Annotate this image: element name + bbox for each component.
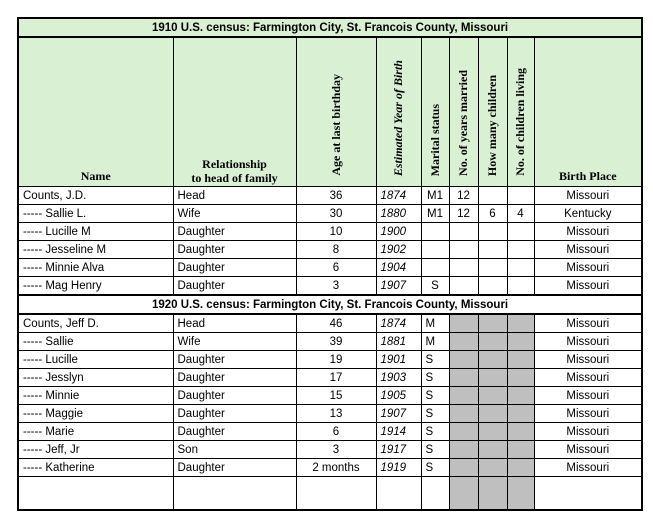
cell-living bbox=[507, 387, 534, 405]
cell-birth-place: Missouri bbox=[534, 405, 642, 423]
cell-years-married bbox=[449, 441, 478, 459]
cell-est-year: 1881 bbox=[376, 333, 421, 351]
cell-relationship: Wife bbox=[173, 333, 296, 351]
cell-est-year: 1874 bbox=[376, 187, 421, 205]
header-marital-label: Marital status bbox=[427, 103, 442, 176]
cell-relationship: Daughter bbox=[173, 459, 296, 477]
header-est-year-label: Estimated Year of Birth bbox=[391, 59, 405, 176]
cell-age: 36 bbox=[296, 187, 376, 205]
cell-relationship: Daughter bbox=[173, 405, 296, 423]
cell-age: 3 bbox=[296, 441, 376, 459]
cell-age: 8 bbox=[296, 241, 376, 259]
cell-how-many bbox=[478, 459, 507, 477]
cell-marital: S bbox=[421, 441, 449, 459]
cell-age: 6 bbox=[296, 259, 376, 277]
cell-est-year: 1905 bbox=[376, 387, 421, 405]
header-est-year bbox=[376, 37, 421, 187]
cell-name: ----- Minnie bbox=[18, 387, 173, 405]
cell-years-married: 12 bbox=[449, 205, 478, 223]
census-1920-rows bbox=[18, 314, 642, 477]
cell-name: ----- Mag Henry bbox=[18, 277, 173, 296]
cell-est-year: 1903 bbox=[376, 369, 421, 387]
table-row bbox=[18, 423, 642, 441]
cell-marital: S bbox=[421, 459, 449, 477]
cell-name: ----- Katherine bbox=[18, 459, 173, 477]
cell-relationship: Daughter bbox=[173, 423, 296, 441]
cell-est-year: 1901 bbox=[376, 351, 421, 369]
cell-age: 10 bbox=[296, 223, 376, 241]
cell-marital: S bbox=[421, 369, 449, 387]
cell-name: ----- Jesslyn bbox=[18, 369, 173, 387]
cell-marital: M1 bbox=[421, 205, 449, 223]
cell-est-year: 1902 bbox=[376, 241, 421, 259]
cell-years-married bbox=[449, 351, 478, 369]
header-relationship bbox=[173, 37, 296, 187]
cell-how-many bbox=[478, 241, 507, 259]
header-how-many-label: How many children bbox=[485, 74, 499, 176]
cell-name: Counts, J.D. bbox=[18, 187, 173, 205]
cell-age: 6 bbox=[296, 423, 376, 441]
cell-living bbox=[507, 423, 534, 441]
blank-cell bbox=[507, 477, 534, 511]
cell-living bbox=[507, 405, 534, 423]
cell-birth-place: Missouri bbox=[534, 259, 642, 277]
table-row bbox=[18, 441, 642, 459]
cell-est-year: 1874 bbox=[376, 314, 421, 333]
cell-living bbox=[507, 241, 534, 259]
cell-how-many: 6 bbox=[478, 205, 507, 223]
cell-birth-place: Missouri bbox=[534, 423, 642, 441]
cell-years-married bbox=[449, 333, 478, 351]
blank-cell bbox=[376, 477, 421, 511]
cell-name: ----- Lucille M bbox=[18, 223, 173, 241]
cell-marital: S bbox=[421, 387, 449, 405]
header-how-many bbox=[478, 37, 507, 187]
cell-marital: M bbox=[421, 333, 449, 351]
cell-years-married bbox=[449, 314, 478, 333]
header-living-label: No. of children living bbox=[513, 68, 527, 176]
cell-relationship: Daughter bbox=[173, 277, 296, 296]
blank-cell bbox=[173, 477, 296, 511]
table-row bbox=[18, 314, 642, 333]
cell-marital bbox=[421, 259, 449, 277]
header-years-married-label: No. of years married bbox=[456, 70, 470, 176]
census-1920-title: 1920 U.S. census: Farmington City, St. Francois County, Missouri bbox=[18, 295, 642, 314]
cell-est-year: 1917 bbox=[376, 441, 421, 459]
cell-living bbox=[507, 277, 534, 296]
cell-name: ----- Lucille bbox=[18, 351, 173, 369]
cell-birth-place: Missouri bbox=[534, 241, 642, 259]
cell-age: 19 bbox=[296, 351, 376, 369]
cell-relationship: Daughter bbox=[173, 259, 296, 277]
cell-years-married bbox=[449, 423, 478, 441]
cell-relationship: Head bbox=[173, 187, 296, 205]
blank-cell bbox=[478, 477, 507, 511]
cell-name: ----- Jeff, Jr bbox=[18, 441, 173, 459]
cell-how-many bbox=[478, 333, 507, 351]
header-living bbox=[507, 37, 534, 187]
cell-age: 39 bbox=[296, 333, 376, 351]
cell-name: ----- Sallie bbox=[18, 333, 173, 351]
cell-relationship: Daughter bbox=[173, 351, 296, 369]
cell-years-married bbox=[449, 387, 478, 405]
table-row bbox=[18, 277, 642, 296]
header-age-label: Age at last birthday bbox=[328, 74, 343, 176]
column-header-row bbox=[18, 37, 642, 187]
cell-living bbox=[507, 223, 534, 241]
cell-age: 17 bbox=[296, 369, 376, 387]
cell-age: 15 bbox=[296, 387, 376, 405]
cell-est-year: 1880 bbox=[376, 205, 421, 223]
cell-living bbox=[507, 441, 534, 459]
cell-birth-place: Missouri bbox=[534, 459, 642, 477]
table-row bbox=[18, 241, 642, 259]
cell-how-many bbox=[478, 223, 507, 241]
census-1910-rows bbox=[18, 187, 642, 296]
cell-birth-place: Missouri bbox=[534, 314, 642, 333]
cell-relationship: Daughter bbox=[173, 369, 296, 387]
cell-marital: M1 bbox=[421, 187, 449, 205]
table-row bbox=[18, 387, 642, 405]
cell-living bbox=[507, 351, 534, 369]
cell-age: 46 bbox=[296, 314, 376, 333]
cell-how-many bbox=[478, 387, 507, 405]
table-row bbox=[18, 205, 642, 223]
cell-est-year: 1914 bbox=[376, 423, 421, 441]
cell-marital: S bbox=[421, 351, 449, 369]
header-birth-place: Birth Place bbox=[534, 37, 642, 187]
blank-cell bbox=[534, 477, 642, 511]
header-name: Name bbox=[18, 37, 173, 187]
table-row bbox=[18, 187, 642, 205]
table-row bbox=[18, 369, 642, 387]
cell-how-many bbox=[478, 441, 507, 459]
cell-years-married bbox=[449, 223, 478, 241]
cell-est-year: 1919 bbox=[376, 459, 421, 477]
cell-years-married: 12 bbox=[449, 187, 478, 205]
cell-est-year: 1907 bbox=[376, 405, 421, 423]
cell-relationship: Head bbox=[173, 314, 296, 333]
cell-age: 13 bbox=[296, 405, 376, 423]
blank-cell bbox=[421, 477, 449, 511]
cell-relationship: Daughter bbox=[173, 241, 296, 259]
cell-living bbox=[507, 369, 534, 387]
census-table bbox=[17, 17, 643, 511]
cell-living bbox=[507, 459, 534, 477]
cell-years-married bbox=[449, 369, 478, 387]
cell-birth-place: Missouri bbox=[534, 187, 642, 205]
table-row bbox=[18, 333, 642, 351]
cell-est-year: 1904 bbox=[376, 259, 421, 277]
cell-birth-place: Missouri bbox=[534, 351, 642, 369]
table-row bbox=[18, 259, 642, 277]
cell-how-many bbox=[478, 351, 507, 369]
table-row bbox=[18, 351, 642, 369]
cell-how-many bbox=[478, 187, 507, 205]
cell-marital: M bbox=[421, 314, 449, 333]
cell-age: 2 months bbox=[296, 459, 376, 477]
table-row bbox=[18, 459, 642, 477]
cell-birth-place: Missouri bbox=[534, 369, 642, 387]
cell-years-married bbox=[449, 259, 478, 277]
cell-marital: S bbox=[421, 423, 449, 441]
header-years-married bbox=[449, 37, 478, 187]
cell-birth-place: Missouri bbox=[534, 333, 642, 351]
header-relationship-line2: to head of family bbox=[191, 171, 278, 185]
cell-name: ----- Jesseline M bbox=[18, 241, 173, 259]
cell-name: ----- Sallie L. bbox=[18, 205, 173, 223]
cell-name: ----- Maggie bbox=[18, 405, 173, 423]
header-age bbox=[296, 37, 376, 187]
cell-marital: S bbox=[421, 277, 449, 296]
cell-marital bbox=[421, 223, 449, 241]
census-1910-title: 1910 U.S. census: Farmington City, St. Francois County, Missouri bbox=[18, 18, 642, 37]
cell-relationship: Daughter bbox=[173, 387, 296, 405]
blank-cell bbox=[18, 477, 173, 511]
cell-how-many bbox=[478, 314, 507, 333]
cell-age: 30 bbox=[296, 205, 376, 223]
cell-years-married bbox=[449, 459, 478, 477]
cell-living bbox=[507, 314, 534, 333]
blank-cell bbox=[449, 477, 478, 511]
header-marital bbox=[421, 37, 449, 187]
cell-est-year: 1900 bbox=[376, 223, 421, 241]
cell-how-many bbox=[478, 277, 507, 296]
blank-row bbox=[18, 477, 642, 511]
blank-cell bbox=[296, 477, 376, 511]
cell-birth-place: Missouri bbox=[534, 387, 642, 405]
cell-name: Counts, Jeff D. bbox=[18, 314, 173, 333]
cell-years-married bbox=[449, 277, 478, 296]
cell-marital bbox=[421, 241, 449, 259]
cell-marital: S bbox=[421, 405, 449, 423]
cell-how-many bbox=[478, 405, 507, 423]
cell-birth-place: Missouri bbox=[534, 441, 642, 459]
table-row bbox=[18, 405, 642, 423]
cell-birth-place: Kentucky bbox=[534, 205, 642, 223]
census-document bbox=[17, 17, 641, 511]
cell-how-many bbox=[478, 423, 507, 441]
table-row bbox=[18, 223, 642, 241]
cell-relationship: Wife bbox=[173, 205, 296, 223]
cell-living bbox=[507, 333, 534, 351]
cell-how-many bbox=[478, 369, 507, 387]
cell-living: 4 bbox=[507, 205, 534, 223]
cell-years-married bbox=[449, 405, 478, 423]
cell-relationship: Daughter bbox=[173, 223, 296, 241]
cell-relationship: Son bbox=[173, 441, 296, 459]
header-relationship-line1: Relationship bbox=[202, 157, 267, 171]
cell-birth-place: Missouri bbox=[534, 277, 642, 296]
cell-living bbox=[507, 187, 534, 205]
cell-years-married bbox=[449, 241, 478, 259]
cell-age: 3 bbox=[296, 277, 376, 296]
cell-how-many bbox=[478, 259, 507, 277]
cell-name: ----- Minnie Alva bbox=[18, 259, 173, 277]
cell-living bbox=[507, 259, 534, 277]
cell-name: ----- Marie bbox=[18, 423, 173, 441]
cell-birth-place: Missouri bbox=[534, 223, 642, 241]
cell-est-year: 1907 bbox=[376, 277, 421, 296]
